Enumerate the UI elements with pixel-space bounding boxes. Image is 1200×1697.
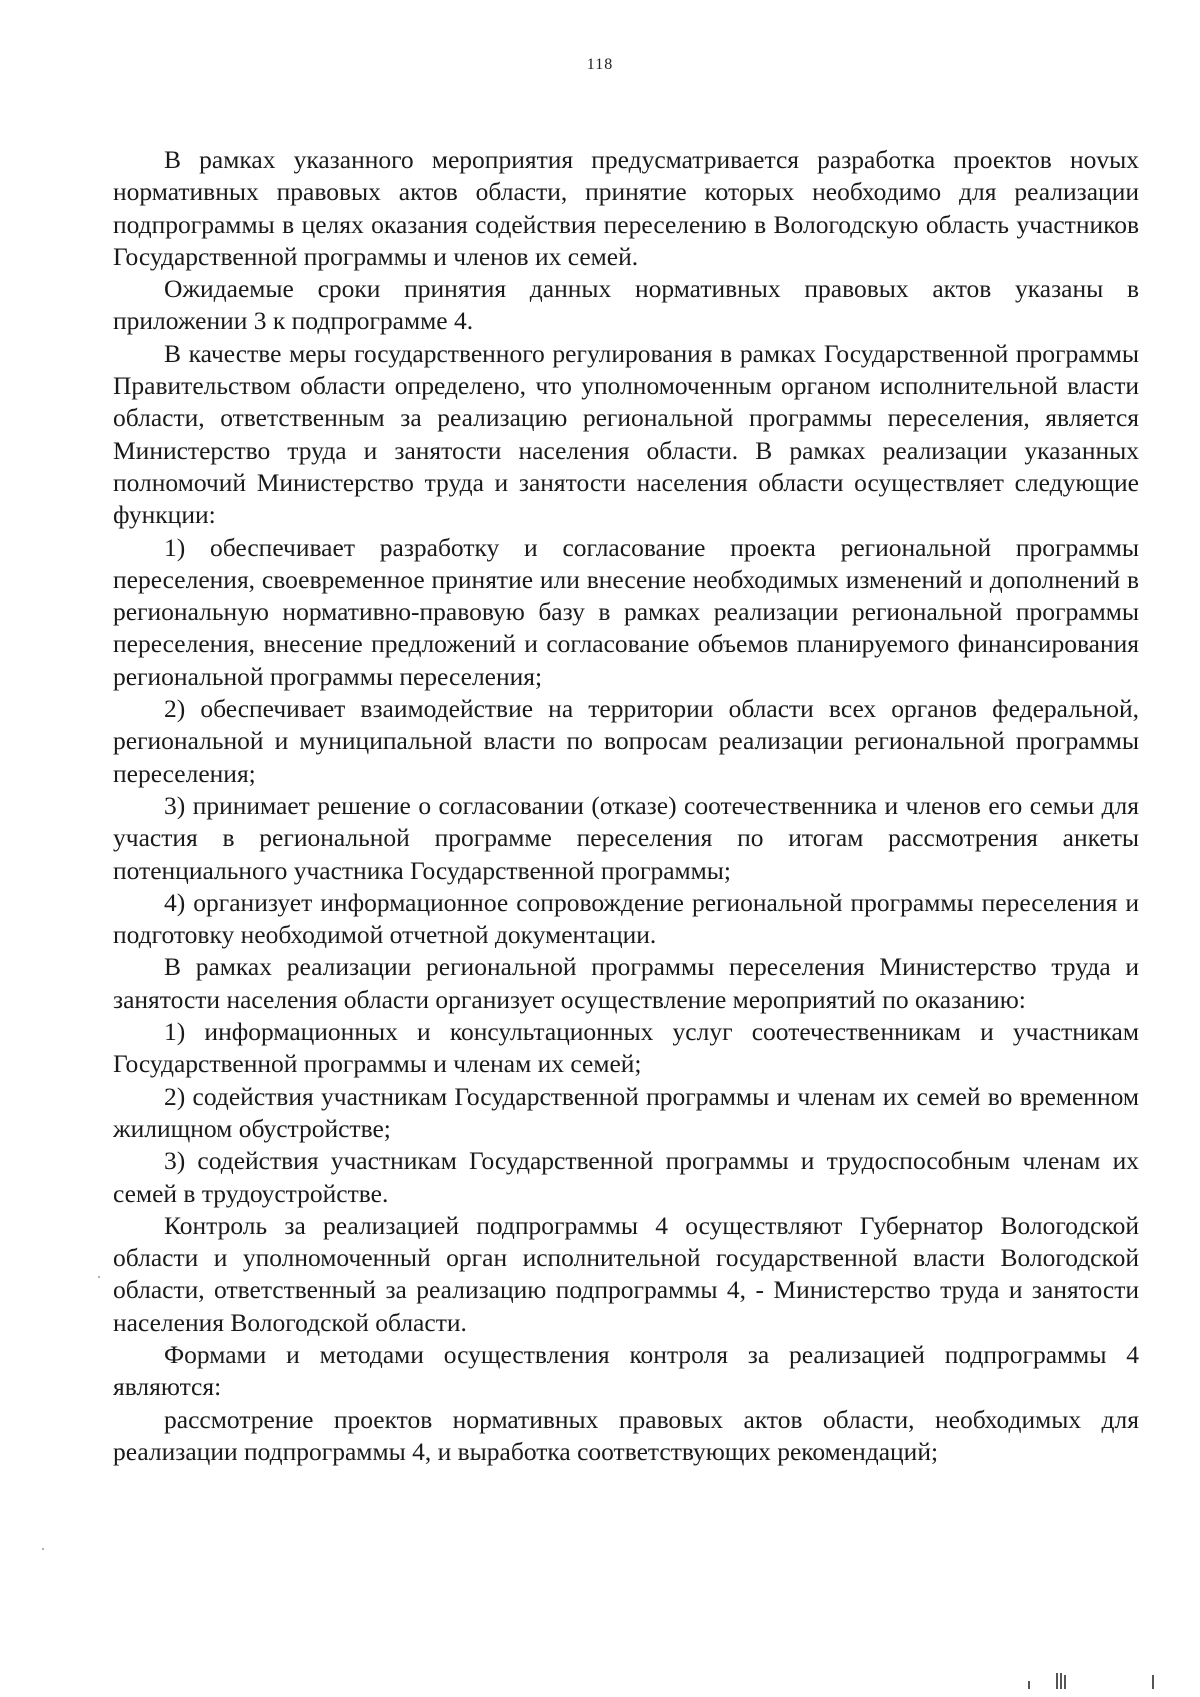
paragraph: рассмотрение проектов нормативных правовых актов области, необходимых для реализации подпрограммы 4, и выработка соответствующих рекомендаций;	[113, 1404, 1139, 1466]
paragraph: Формами и методами осуществления контроля за реализацией подпрограммы 4 являются:	[113, 1339, 1139, 1402]
paragraph: Контроль за реализацией подпрограммы 4 осуществляют Губернатор Вологодской области и уполномоченный орган исполнительной государственной власти Вологодской области, ответственный за реализацию подпрограммы 4, - Министерство труда и занятости населения Вологодской области.	[113, 1210, 1139, 1337]
paragraph: В рамках указанного мероприятия предусматривается разработка проектов ноvых нормативных правовых актов области, принятие которых необходимо для реализации подпрограммы в целях оказания содействия переселению в Вологодскую область участников Государственной программы и членов их семей.	[113, 145, 1139, 271]
paragraph: В рамках реализации региональной программы переселения Министерство труда и занятости населения области организует осуществление мероприятий по оказанию:	[113, 952, 1139, 1014]
scan-edge-marks	[1020, 1667, 1160, 1689]
body-text	[113, 144, 1139, 1468]
list-item: 1) обеспечивает разработку и согласование проекта региональной программы переселения, своевременное принятие или внесение необходимых изменений и дополнений в региональную нормативно-правовую базу в рамках реализации региональной программы переселения, внесение предложений и согласование объемов планируемого финансирования региональной программы переселения;	[113, 532, 1139, 691]
list-item: 4) организует информационное сопровождение региональной программы переселения и подготовку необходимой отчетной документации.	[113, 887, 1139, 950]
page-number: 118	[586, 56, 614, 73]
list-item: 3) содействия участникам Государственной программы и трудоспособным членам их семей в трудоустройстве.	[113, 1146, 1139, 1208]
list-item: 2) содействия участникам Государственной программы и членам их семей во временном жилищном обустройстве;	[113, 1081, 1139, 1143]
paragraph: В качестве меры государственного регулирования в рамках Государственной программы Правительством области определено, что уполномоченным органом исполнительной власти области, ответственным за реализацию региональной программы переселения, является Министерство труда и занятости населения области. В рамках реализации указанных полномочий Министерство труда и занятости населения области осуществляет следующие функции:	[113, 338, 1139, 530]
paragraph: Ожидаемые сроки принятия данных нормативных правовых актов указаны в приложении 3 к подпрограмме 4.	[113, 274, 1139, 336]
list-item: 3) принимает решение о согласовании (отказе) соотечественника и членов его семьи для участия в региональной программе переселения по итогам рассмотрения анкеты потенциального участника Государственной программы;	[113, 790, 1139, 885]
list-item: 2) обеспечивает взаимодействие на территории области всех органов федеральной, региональной и муниципальной власти по вопросам реализации региональной программы переселения;	[113, 694, 1139, 788]
scan-speck	[98, 1276, 100, 1278]
scan-speck	[42, 1548, 44, 1550]
list-item: 1) информационных и консультационных услуг соотечественникам и участникам Государственной программы и членам их семей;	[113, 1017, 1139, 1079]
